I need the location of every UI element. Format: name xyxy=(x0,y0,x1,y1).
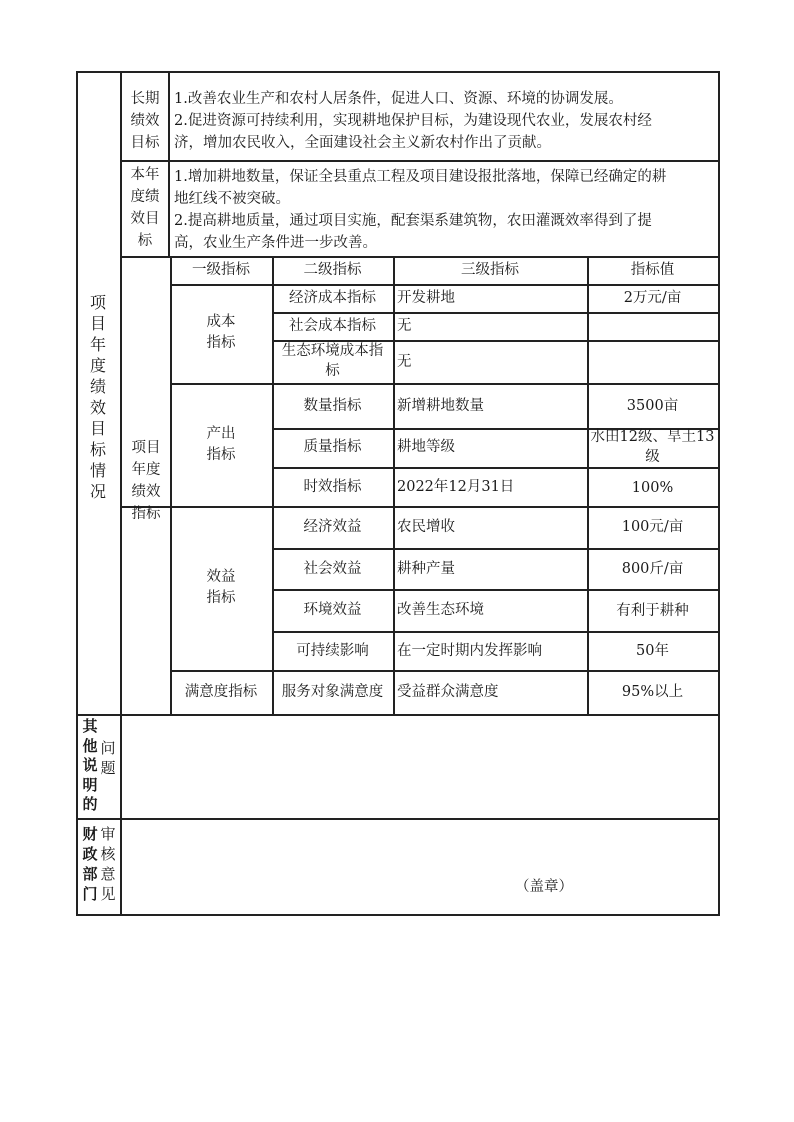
row-value: 800斤/亩 xyxy=(621,561,684,577)
row-level2: 生态环境成本指 标 xyxy=(281,343,384,379)
row-value: 水田12级、旱土13 级 xyxy=(590,429,715,465)
annual-goals-text xyxy=(174,166,666,254)
annual-line: 2.提高耕地质量，通过项目实施，配套渠系建筑物，农田灌溉效率得到了提 xyxy=(174,213,652,229)
header-level2: 二级指标 xyxy=(303,262,362,278)
annual-line: 地红线不被突破。 xyxy=(174,191,290,207)
row-level3: 改善生态环境 xyxy=(397,602,484,618)
header-level1: 一级指标 xyxy=(192,262,250,278)
row-level2: 社会成本指标 xyxy=(289,318,376,334)
row-level3: 农民增收 xyxy=(397,519,455,535)
row-level3: 无 xyxy=(397,318,412,334)
row-level2: 数量指标 xyxy=(303,398,362,414)
annual-label-line: 效目 xyxy=(130,211,160,227)
indicator-block-label-line: 指标 xyxy=(131,506,161,522)
row-level3: 受益群众满意度 xyxy=(397,684,499,700)
indicator-block-label xyxy=(122,437,170,525)
level1-cost: 成本 指标 xyxy=(206,314,236,351)
row-level2: 质量指标 xyxy=(303,439,362,455)
finance-review-col1: 财 政 部 门 xyxy=(82,825,98,903)
long-term-label-line: 绩效 xyxy=(130,113,160,129)
annual-label-line: 本年 xyxy=(130,167,160,183)
annual-label-line: 度绩 xyxy=(130,189,160,205)
header-level3: 三级指标 xyxy=(461,262,519,278)
row-level2: 可持续影响 xyxy=(296,643,369,659)
indicator-block-label-line: 绩效 xyxy=(131,484,161,500)
row-value: 100元/亩 xyxy=(621,519,684,535)
row-value: 2万元/亩 xyxy=(623,290,682,306)
level1-satisfaction: 满意度指标 xyxy=(184,684,258,700)
row-value: 3500亩 xyxy=(626,398,679,414)
annual-line: 1.增加耕地数量，保证全县重点工程及项目建设报批落地，保障已经确定的耕 xyxy=(174,169,667,185)
row-value: 50年 xyxy=(636,643,669,659)
row-level3: 耕地等级 xyxy=(397,439,455,455)
section-label-performance-goals: 项目年度绩效目标情况 xyxy=(89,293,106,501)
row-level3: 新增耕地数量 xyxy=(397,398,484,414)
indicator-block-label-line: 年度 xyxy=(131,462,161,478)
row-level3: 无 xyxy=(397,354,412,370)
indicator-block-label-line: 项目 xyxy=(131,440,161,456)
row-level2: 经济效益 xyxy=(303,519,362,535)
row-value: 100% xyxy=(631,480,674,496)
long-term-label-line: 目标 xyxy=(130,135,160,151)
annual-label xyxy=(122,164,168,252)
level1-benefit: 效益 指标 xyxy=(206,569,236,606)
annual-line: 高，农业生产条件进一步改善。 xyxy=(174,235,377,251)
long-term-label-line: 长期 xyxy=(130,91,160,107)
annual-label-line: 标 xyxy=(137,233,153,249)
seal-placeholder: （盖章） xyxy=(515,879,573,895)
row-value: 有利于耕种 xyxy=(616,603,689,619)
row-value: 95%以上 xyxy=(621,684,684,700)
row-level2: 时效指标 xyxy=(303,479,362,495)
row-level3: 在一定时期内发挥影响 xyxy=(397,643,542,659)
row-level3: 开发耕地 xyxy=(397,290,455,306)
row-level2: 经济成本指标 xyxy=(289,290,376,306)
level1-output: 产出 指标 xyxy=(206,426,236,463)
row-level2: 服务对象满意度 xyxy=(281,684,384,700)
header-value: 指标值 xyxy=(630,262,675,278)
long-term-goals-text xyxy=(174,88,652,154)
long-term-line: 1.改善农业生产和农村人居条件，促进人口、资源、环境的协调发展。 xyxy=(174,91,623,107)
long-term-line: 2.促进资源可持续利用，实现耕地保护目标，为建设现代农业，发展农村经 xyxy=(174,113,652,129)
long-term-line: 济，增加农民收入，全面建设社会主义新农村作出了贡献。 xyxy=(174,135,551,151)
finance-review-col2: 审 核 意 见 xyxy=(100,825,116,903)
other-notes-col2: 问 题 xyxy=(100,739,116,777)
row-level3: 耕种产量 xyxy=(397,561,455,577)
long-term-label xyxy=(122,88,168,154)
row-level3: 2022年12月31日 xyxy=(397,479,515,495)
row-level2: 环境效益 xyxy=(303,602,362,618)
other-notes-col1: 其 他 说 明 的 xyxy=(82,717,98,813)
row-level2: 社会效益 xyxy=(303,561,362,577)
